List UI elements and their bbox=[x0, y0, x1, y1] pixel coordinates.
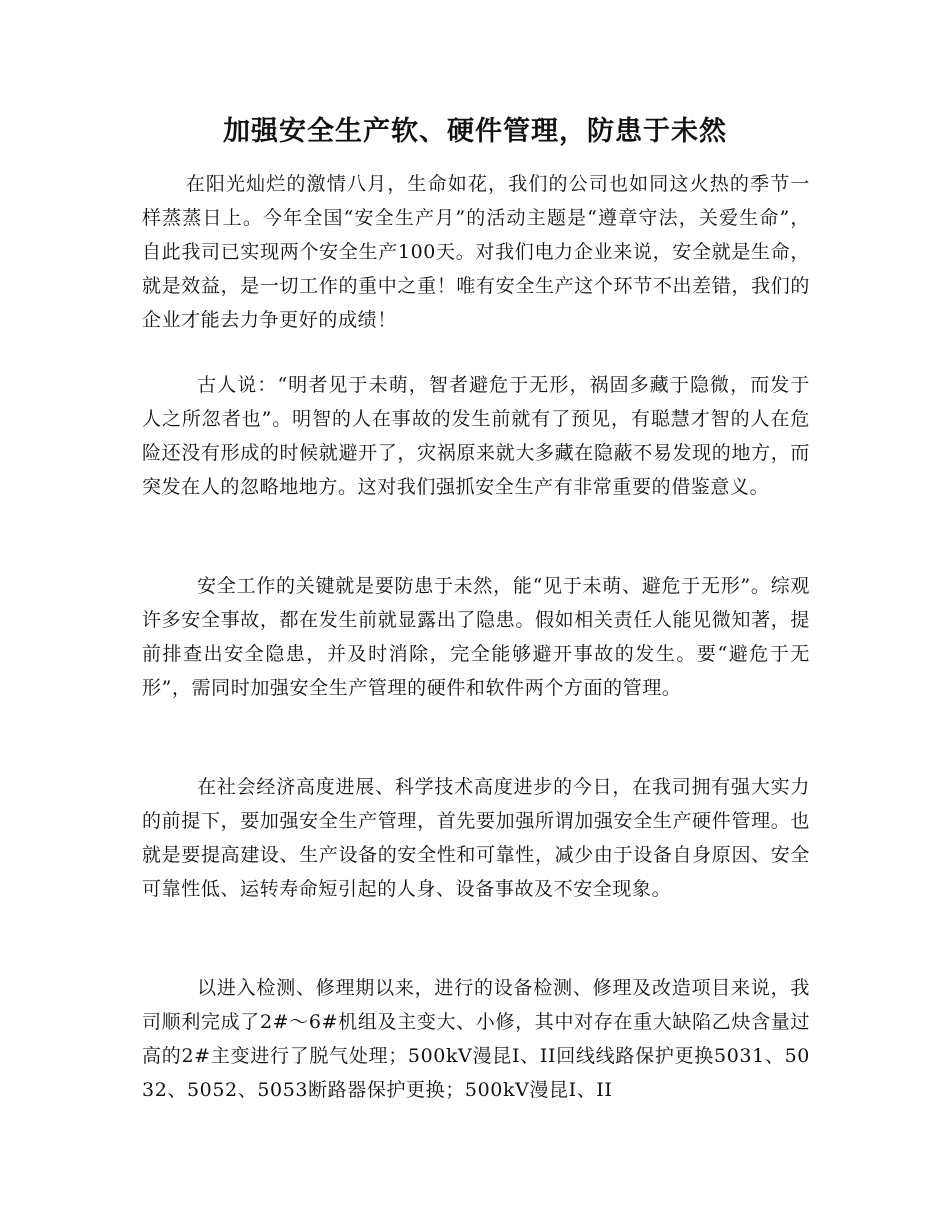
paragraph-2: 古人说：“明者见于未萌，智者避危于无形，祸固多藏于隐微，而发于人之所忽者也”。明智的人在事故的发生前就有了预见，有聪慧才智的人在危险还没有形成的时候就避开了，灾祸原来就大多藏在隐蔽不易发现的地方，而突发在人的忽略地地方。这对我们强抓安全生产有非常重要的借鉴意义。 bbox=[142, 374, 810, 498]
document-title: 加强安全生产软、硬件管理，防患于未然 bbox=[223, 116, 727, 147]
paragraph-1: 在阳光灿烂的激情八月，生命如花，我们的公司也如同这火热的季节一样蒸蒸日上。今年全国“安全生产月”的活动主题是“遵章守法，关爱生命”，自此我司已实现两个安全生产100天。对我们电力企业来说，安全就是生命，就是效益，是一切工作的重中之重！唯有安全生产这个环节不出差错，我们的企业才能去力争更好的成绩！ bbox=[142, 173, 810, 331]
paragraph-5: 以进入检测、修理期以来，进行的设备检测、修理及改造项目来说，我司顺利完成了2#～6#机组及主变大、小修，其中对存在重大缺陷乙炔含量过高的2#主变进行了脱气处理；500kV漫昆I、II回线线路保护更换5031、5032、5052、5053断路器保护更换；500kV漫昆I、II bbox=[142, 977, 810, 1101]
paragraph-3: 安全工作的关键就是要防患于未然，能“见于未萌、避危于无形”。综观许多安全事故，都在发生前就显露出了隐患。假如相关责任人能见微知著，提前排查出安全隐患，并及时消除，完全能够避开事故的发生。要“避危于无形”，需同时加强安全生产管理的硬件和软件两个方面的管理。 bbox=[142, 575, 810, 699]
paragraph-4: 在社会经济高度进展、科学技术高度进步的今日，在我司拥有强大实力的前提下，要加强安全生产管理，首先要加强所谓加强安全生产硬件管理。也就是要提高建设、生产设备的安全性和可靠性，减少由于设备自身原因、安全可靠性低、运转寿命短引起的人身、设备事故及不安全现象。 bbox=[142, 776, 810, 900]
